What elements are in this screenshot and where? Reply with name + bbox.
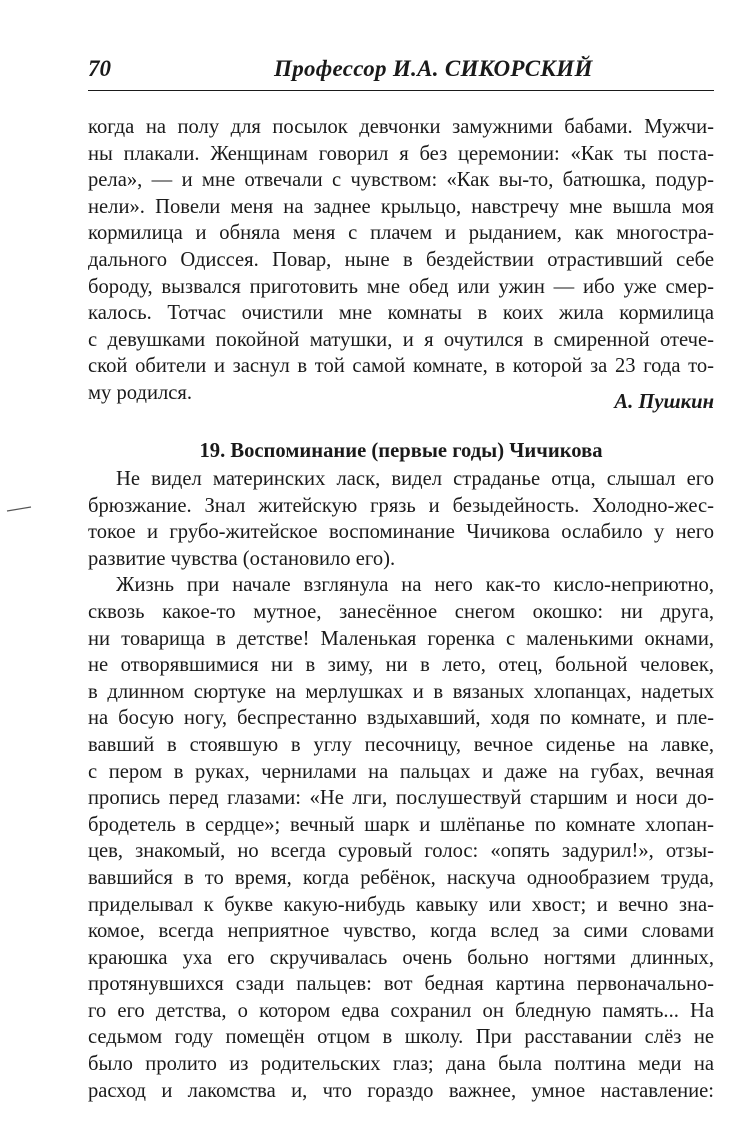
text-line: протянувшихся сзади пальцев: вот бедная картина первоначально- (88, 973, 714, 996)
margin-pen-mark (6, 506, 32, 512)
text-line: когда на полу для посылок девчонки замужними бабами. Мужчи- (88, 116, 714, 138)
text-line: ской обители и заснул в той самой комнате, в которой за 23 года то- (88, 355, 714, 378)
text-line: сквозь какое-то мутное, занесённое снегом окошко: ни друга, (88, 600, 714, 623)
text-line: ни товарища в детстве! Маленькая горенка с маленькими окнами, (88, 627, 714, 650)
text-line: в длинном сюртуке на мерлушках и в вязаных хлопанцах, надетых (88, 680, 714, 703)
text-line: вавший в стоявшую в углу песочницу, вечное сиденье на лавке, (88, 733, 714, 756)
text-line: бродетель в сердце»; вечный шарк и шлёпанье по комнате хлопан- (88, 813, 714, 836)
text-line: вавшийся в то время, когда ребёнок, наскуча однообразием труда, (88, 866, 714, 889)
text-line: бороду, вызвался приготовить мне обед или ужин — ибо уже смер- (88, 275, 714, 298)
text-line: было пролито из родительских глаз; дана была полтина меди на (88, 1053, 714, 1076)
text-line: токое и грубо-житейское воспоминание Чичикова ослабило у него (88, 521, 714, 544)
text-line: рела», — и мне отвечали с чувством: «Как вы-то, батюшка, подур- (88, 169, 714, 192)
text-line: расход и лакомства и, что гораздо важнее, умное наставление: (88, 1079, 714, 1102)
text-line: не отворявшимися ни в зиму, ни в лето, отец, больной человек, (88, 654, 714, 677)
section-title: 19. Воспоминание (первые годы) Чичикова (199, 440, 603, 462)
text-line: с пером в руках, чернилами на пальцах и даже на губах, вечная (88, 760, 714, 783)
text-line: Жизнь при начале взглянула на него как-то кисло-неприютно, (116, 574, 714, 597)
text-line: цев, знакомый, но всегда суровый голос: «опять задурил!», отзы- (88, 840, 714, 863)
text-line: пропись перед глазами: «Не лги, послушествуй старшим и носи до- (88, 787, 714, 810)
text-line: калось. Тотчас очистили мне комнаты в коих жила кормилица (88, 302, 714, 325)
text-line: ны плакали. Женщинам говорил я без церемонии: «Как ты поста- (88, 142, 714, 165)
page-number: 70 (88, 56, 111, 81)
text-line: приделывал к букве какую-нибудь кавыку или хвост; и вечно зна- (88, 893, 714, 916)
page-header (88, 52, 714, 91)
text-line: го его детства, о котором едва сохранил он бледную память... На (88, 999, 714, 1022)
text-line: седьмом году помещён отцом в школу. При расставании слёз не (88, 1026, 714, 1049)
text-block-pushkin (88, 114, 714, 407)
text-block-chichikov (88, 466, 714, 1104)
text-line: му родился. (88, 381, 193, 404)
text-line: комое, всегда неприятное чувство, когда вслед за сими словами (88, 920, 714, 943)
text-line: кормилица и обняла меня с плачем и рыданием, как многостра- (88, 222, 714, 245)
text-line: развитие чувства (остановило его). (88, 547, 396, 570)
text-line: Не видел материнских ласк, видел страданье отца, слышал его (116, 468, 714, 490)
running-head: Профессор И.А. СИКОРСКИЙ (274, 56, 593, 81)
text-line: брюзжание. Знал житейскую грязь и безыдейность. Холодно-жес- (88, 494, 714, 517)
text-line: краюшка уха его скручивалась очень больно ногтями длинных, (88, 946, 714, 969)
text-line: дального Одиссея. Повар, ныне в бездействии отрастивший себе (88, 248, 714, 271)
text-line: нели». Повели меня на заднее крыльцо, навстречу мне вышла моя (88, 195, 714, 218)
text-line: на босую ногу, беспрестанно вздыхавший, ходя по комнате, и пле- (88, 707, 714, 730)
text-line: с девушками покойной матушки, и я очутился в смиренной отече- (88, 328, 714, 351)
author-signature: А. Пушкин (614, 391, 714, 413)
